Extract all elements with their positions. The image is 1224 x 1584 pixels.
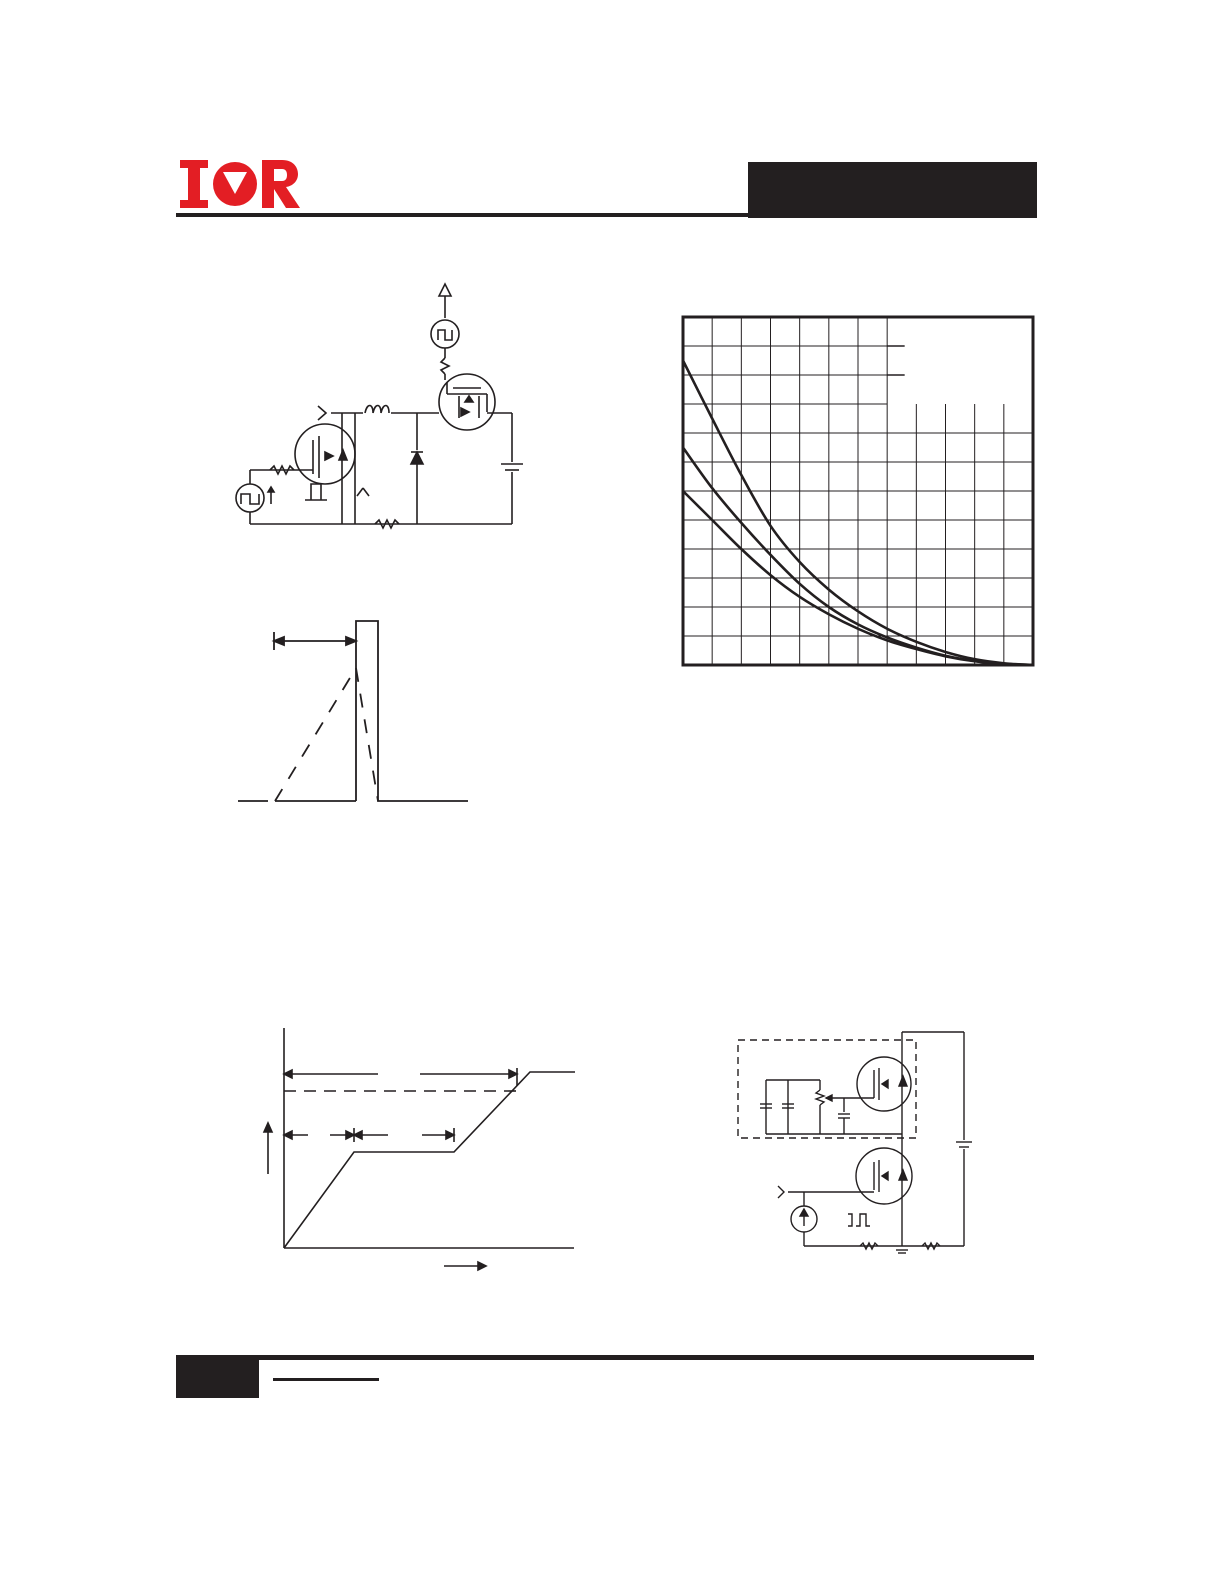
footer-page-box <box>176 1355 259 1398</box>
unclamped-inductive-waveform <box>238 618 470 808</box>
unclamped-inductive-test-circuit <box>225 278 535 538</box>
footer-rule <box>176 1355 1034 1360</box>
gate-charge-test-circuit <box>736 1028 970 1258</box>
ior-logo <box>178 156 302 212</box>
footer-url-underline <box>273 1378 379 1381</box>
header-rule <box>176 213 748 217</box>
header-part-number-box <box>748 162 1037 218</box>
chart <box>683 317 1033 665</box>
gate-charge-waveform <box>262 1028 580 1274</box>
